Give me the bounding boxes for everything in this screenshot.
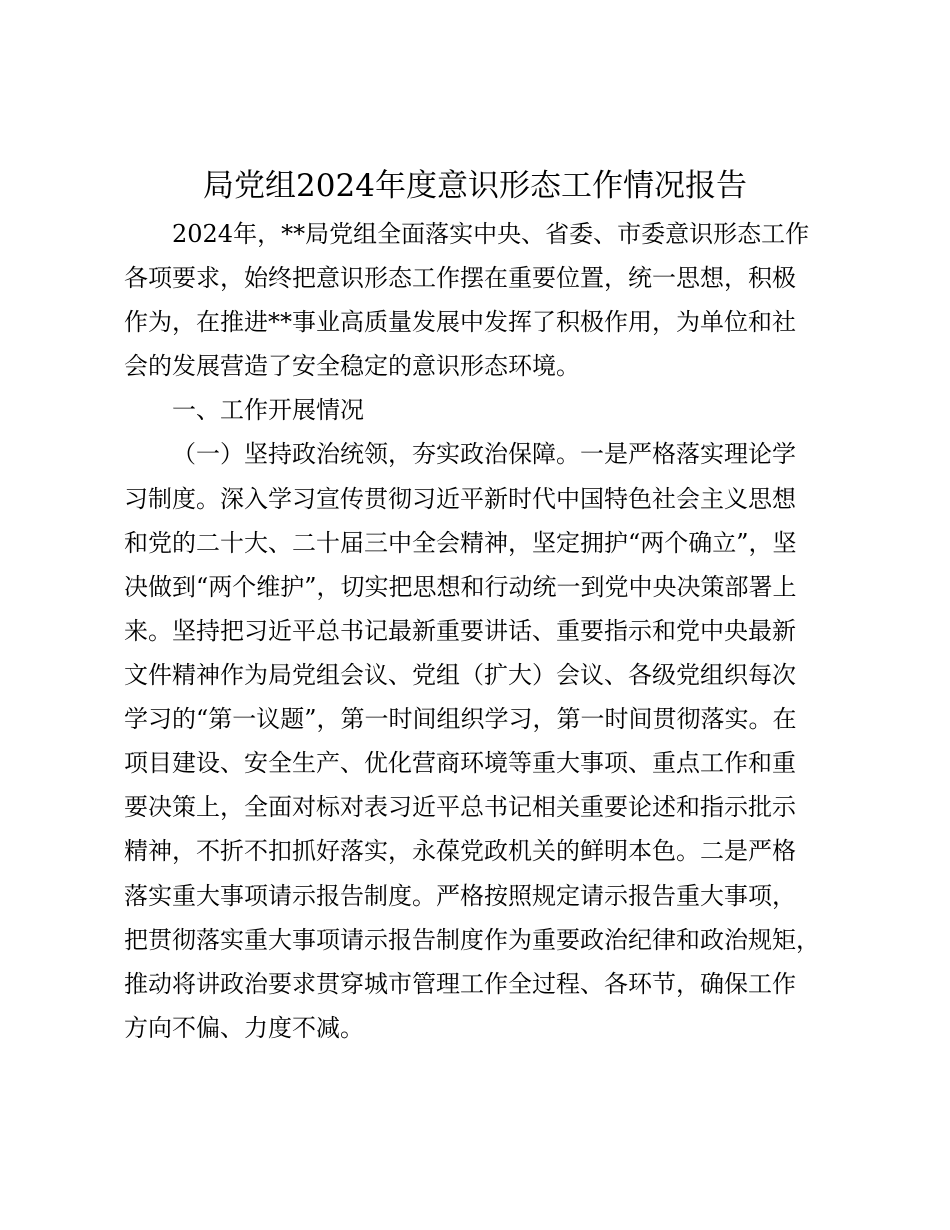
paragraph-line: 各项要求，始终把意识形态工作摆在重要位置，统一思想，积极 <box>124 264 796 292</box>
paragraph-line: 项目建设、安全生产、优化营商环境等重大事项、重点工作和重 <box>124 749 796 777</box>
document-title: 局党组2024年度意识形态工作情况报告 <box>203 168 747 204</box>
paragraph-line: （一）坚持政治统领，夯实政治保障。一是严格落实理论学 <box>172 440 796 468</box>
paragraph-line: 文件精神作为局党组会议、党组（扩大）会议、各级党组织每次 <box>124 661 796 689</box>
paragraph-line: 精神，不折不扣抓好落实，永葆党政机关的鲜明本色。二是严格 <box>124 837 796 865</box>
paragraph-line: 学习的“第一议题”，第一时间组织学习，第一时间贯彻落实。在 <box>124 705 797 733</box>
paragraph-line: 2024年，**局党组全面落实中央、省委、市委意识形态工作 <box>172 220 810 248</box>
paragraph-line: 要决策上，全面对标对表习近平总书记相关重要论述和指示批示 <box>124 793 796 821</box>
paragraph-line: 习制度。深入学习宣传贯彻习近平新时代中国特色社会主义思想 <box>124 485 796 513</box>
paragraph-line: 落实重大事项请示报告制度。严格按照规定请示报告重大事项， <box>124 882 796 910</box>
section-heading: 一、工作开展情况 <box>172 396 364 424</box>
paragraph-line: 来。坚持把习近平总书记最新重要讲话、重要指示和党中央最新 <box>124 617 796 645</box>
paragraph-line: 决做到“两个维护”，切实把思想和行动统一到党中央决策部署上 <box>124 573 797 601</box>
paragraph-line: 方向不偏、力度不减。 <box>124 1014 364 1042</box>
paragraph-line: 和党的二十大、二十届三中全会精神，坚定拥护“两个确立”，坚 <box>124 529 797 557</box>
paragraph-line: 会的发展营造了安全稳定的意识形态环境。 <box>124 352 580 380</box>
paragraph-line: 把贯彻落实重大事项请示报告制度作为重要政治纪律和政治规矩， <box>124 926 820 954</box>
paragraph-line: 推动将讲政治要求贯穿城市管理工作全过程、各环节，确保工作 <box>124 970 796 998</box>
paragraph-line: 作为，在推进**事业高质量发展中发挥了积极作用，为单位和社 <box>124 308 796 336</box>
